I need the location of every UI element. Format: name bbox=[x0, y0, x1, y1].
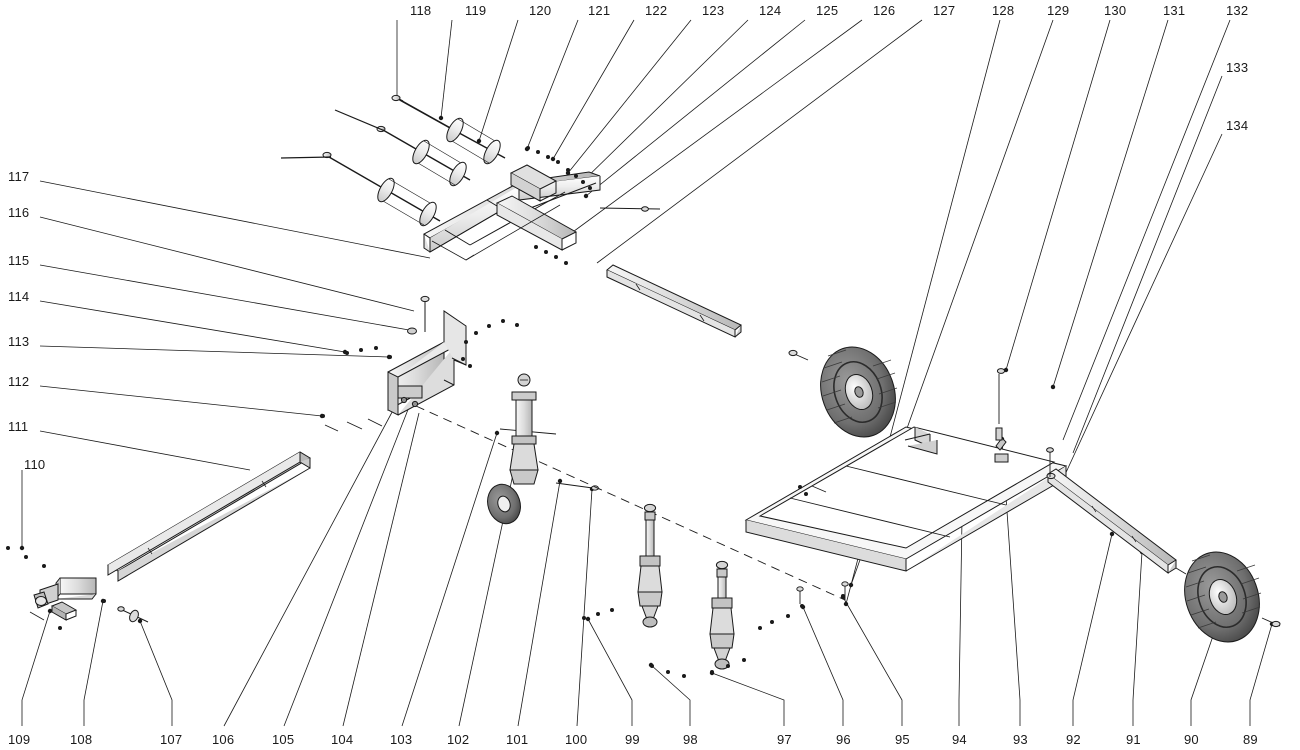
callout-110: 110 bbox=[24, 457, 46, 472]
callout-90: 90 bbox=[1184, 732, 1199, 747]
callout-97: 97 bbox=[777, 732, 792, 747]
callout-101: 101 bbox=[506, 732, 529, 747]
callout-106: 106 bbox=[212, 732, 235, 747]
callout-100: 100 bbox=[565, 732, 588, 747]
callout-93: 93 bbox=[1013, 732, 1028, 747]
callout-89: 89 bbox=[1243, 732, 1258, 747]
callout-119: 119 bbox=[465, 3, 487, 18]
callout-99: 99 bbox=[625, 732, 640, 747]
callout-128: 128 bbox=[992, 3, 1015, 18]
callout-124: 124 bbox=[759, 3, 782, 18]
callout-104: 104 bbox=[331, 732, 354, 747]
callout-117: 117 bbox=[8, 169, 30, 184]
callout-133: 133 bbox=[1226, 60, 1249, 75]
callout-109: 109 bbox=[8, 732, 31, 747]
callout-118: 118 bbox=[410, 3, 432, 18]
callout-94: 94 bbox=[952, 732, 967, 747]
callout-131: 131 bbox=[1163, 3, 1186, 18]
callout-129: 129 bbox=[1047, 3, 1070, 18]
callout-95: 95 bbox=[895, 732, 910, 747]
callout-132: 132 bbox=[1226, 3, 1249, 18]
callout-92: 92 bbox=[1066, 732, 1081, 747]
callout-105: 105 bbox=[272, 732, 295, 747]
callout-126: 126 bbox=[873, 3, 896, 18]
callout-130: 130 bbox=[1104, 3, 1127, 18]
callout-108: 108 bbox=[70, 732, 93, 747]
callout-98: 98 bbox=[683, 732, 698, 747]
callout-113: 113 bbox=[8, 334, 30, 349]
callout-115: 115 bbox=[8, 253, 30, 268]
callout-134: 134 bbox=[1226, 118, 1249, 133]
callout-107: 107 bbox=[160, 732, 183, 747]
callout-103: 103 bbox=[390, 732, 413, 747]
callout-121: 121 bbox=[588, 3, 611, 18]
callout-114: 114 bbox=[8, 289, 30, 304]
callout-120: 120 bbox=[529, 3, 552, 18]
callout-123: 123 bbox=[702, 3, 725, 18]
callout-116: 116 bbox=[8, 205, 30, 220]
callout-125: 125 bbox=[816, 3, 839, 18]
callout-96: 96 bbox=[836, 732, 851, 747]
callout-112: 112 bbox=[8, 374, 30, 389]
callout-102: 102 bbox=[447, 732, 470, 747]
callout-111: 111 bbox=[8, 419, 29, 434]
callout-91: 91 bbox=[1126, 732, 1141, 747]
callout-127: 127 bbox=[933, 3, 956, 18]
callout-122: 122 bbox=[645, 3, 668, 18]
